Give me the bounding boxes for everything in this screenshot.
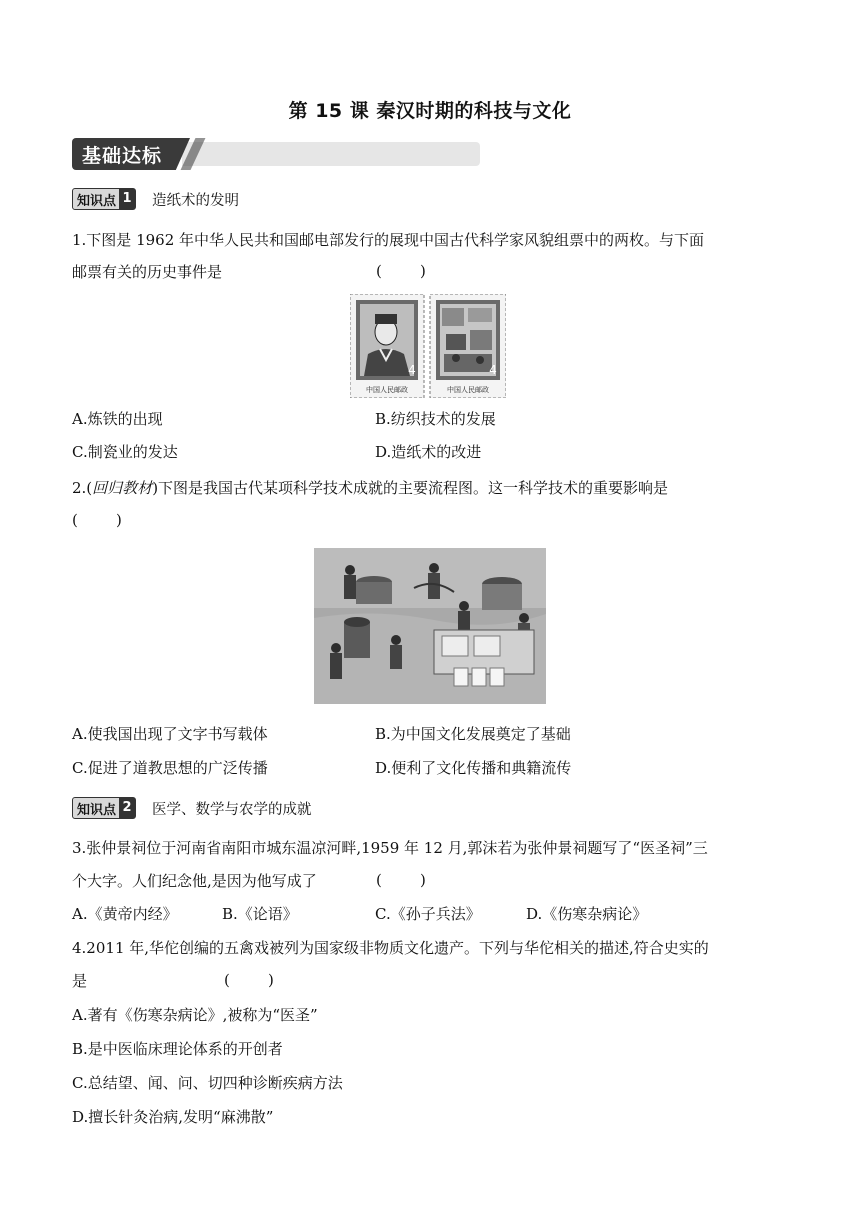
- question-1-answer-paren[interactable]: ( ): [376, 262, 426, 280]
- section-banner-label: 基础达标: [82, 145, 163, 167]
- stamp-1: [350, 294, 424, 398]
- question-2-option-b[interactable]: B.为中国文化发展奠定了基础: [375, 725, 571, 743]
- knowledge-point-number: 2: [119, 798, 135, 818]
- question-1-option-b[interactable]: B.纺织技术的发展: [375, 410, 496, 428]
- knowledge-point-title: 造纸术的发明: [152, 192, 240, 209]
- question-4-option-a[interactable]: A.著有《伤寒杂病论》,被称为“医圣”: [72, 1006, 318, 1024]
- stamp-2-text: 中国人民邮政: [447, 386, 489, 394]
- question-3-option-d[interactable]: D.《伤寒杂病论》: [526, 905, 648, 923]
- question-3-answer-paren[interactable]: ( ): [376, 871, 426, 889]
- knowledge-point-badge: [72, 797, 136, 819]
- question-4-line-2: 是: [72, 972, 88, 990]
- question-3-option-b[interactable]: B.《论语》: [222, 905, 298, 923]
- question-1-line-2: 邮票有关的历史事件是: [72, 263, 223, 281]
- question-2-answer-paren[interactable]: ( ): [72, 511, 122, 529]
- question-1-option-c[interactable]: C.制瓷业的发达: [72, 443, 178, 461]
- question-3-option-c[interactable]: C.《孙子兵法》: [375, 905, 481, 923]
- stamp-1-value: 4: [408, 363, 416, 377]
- question-3-line-1: 3.张仲景祠位于河南省南阳市城东温凉河畔,1959 年 12 月,郭沫若为张仲景祠题写了“医圣祠”三: [72, 839, 708, 857]
- question-1-option-a[interactable]: A.炼铁的出现: [72, 410, 163, 428]
- question-2-option-a[interactable]: A.使我国出现了文字书写载体: [72, 725, 268, 743]
- knowledge-point-badge-label: 知识点: [77, 193, 117, 209]
- question-2-prefix: 2.(: [72, 479, 93, 497]
- question-1-line-1: 1.下图是 1962 年中华人民共和国邮电部发行的展现中国古代科学家风貌组票中的两枚。与下面: [72, 231, 705, 249]
- stamps-figure: [350, 294, 506, 398]
- stamp-2-value: 4: [489, 363, 497, 377]
- question-4-answer-paren[interactable]: ( ): [224, 971, 274, 989]
- question-4-option-c[interactable]: C.总结望、闻、问、切四种诊断疾病方法: [72, 1074, 343, 1092]
- question-4-line-1: 4.2011 年,华佗创编的五禽戏被列为国家级非物质文化遗产。下列与华佗相关的描述,符合史实的: [72, 939, 709, 957]
- question-2-stem: )下图是我国古代某项科学技术成就的主要流程图。这一科学技术的重要影响是: [152, 479, 669, 497]
- page-title: 第 15 课 秦汉时期的科技与文化: [288, 100, 572, 122]
- section-banner: [72, 138, 480, 170]
- knowledge-point-badge-label: 知识点: [77, 802, 117, 818]
- question-4-option-b[interactable]: B.是中医临床理论体系的开创者: [72, 1040, 283, 1058]
- knowledge-point-2: [72, 796, 312, 820]
- section-banner-bar: [182, 142, 480, 166]
- question-3-option-a[interactable]: A.《黄帝内经》: [72, 905, 178, 923]
- question-2-option-d[interactable]: D.便利了文化传播和典籍流传: [375, 759, 572, 777]
- papermaking-illustration: [314, 548, 546, 704]
- stamp-1-text: 中国人民邮政: [366, 386, 408, 394]
- knowledge-point-badge: [72, 188, 136, 210]
- stamp-2: [430, 294, 506, 398]
- question-2-tag: 回归教材: [92, 479, 153, 497]
- question-4-option-d[interactable]: D.擅长针灸治病,发明“麻沸散”: [72, 1108, 274, 1126]
- question-2-line-1: [72, 478, 792, 498]
- knowledge-point-title: 医学、数学与农学的成就: [152, 801, 312, 818]
- question-3-line-2: 个大字。人们纪念他,是因为他写成了: [72, 872, 317, 890]
- question-1-option-d[interactable]: D.造纸术的改进: [375, 443, 482, 461]
- question-2-option-c[interactable]: C.促进了道教思想的广泛传播: [72, 759, 268, 777]
- knowledge-point-1: [72, 187, 239, 211]
- knowledge-point-number: 1: [119, 189, 135, 209]
